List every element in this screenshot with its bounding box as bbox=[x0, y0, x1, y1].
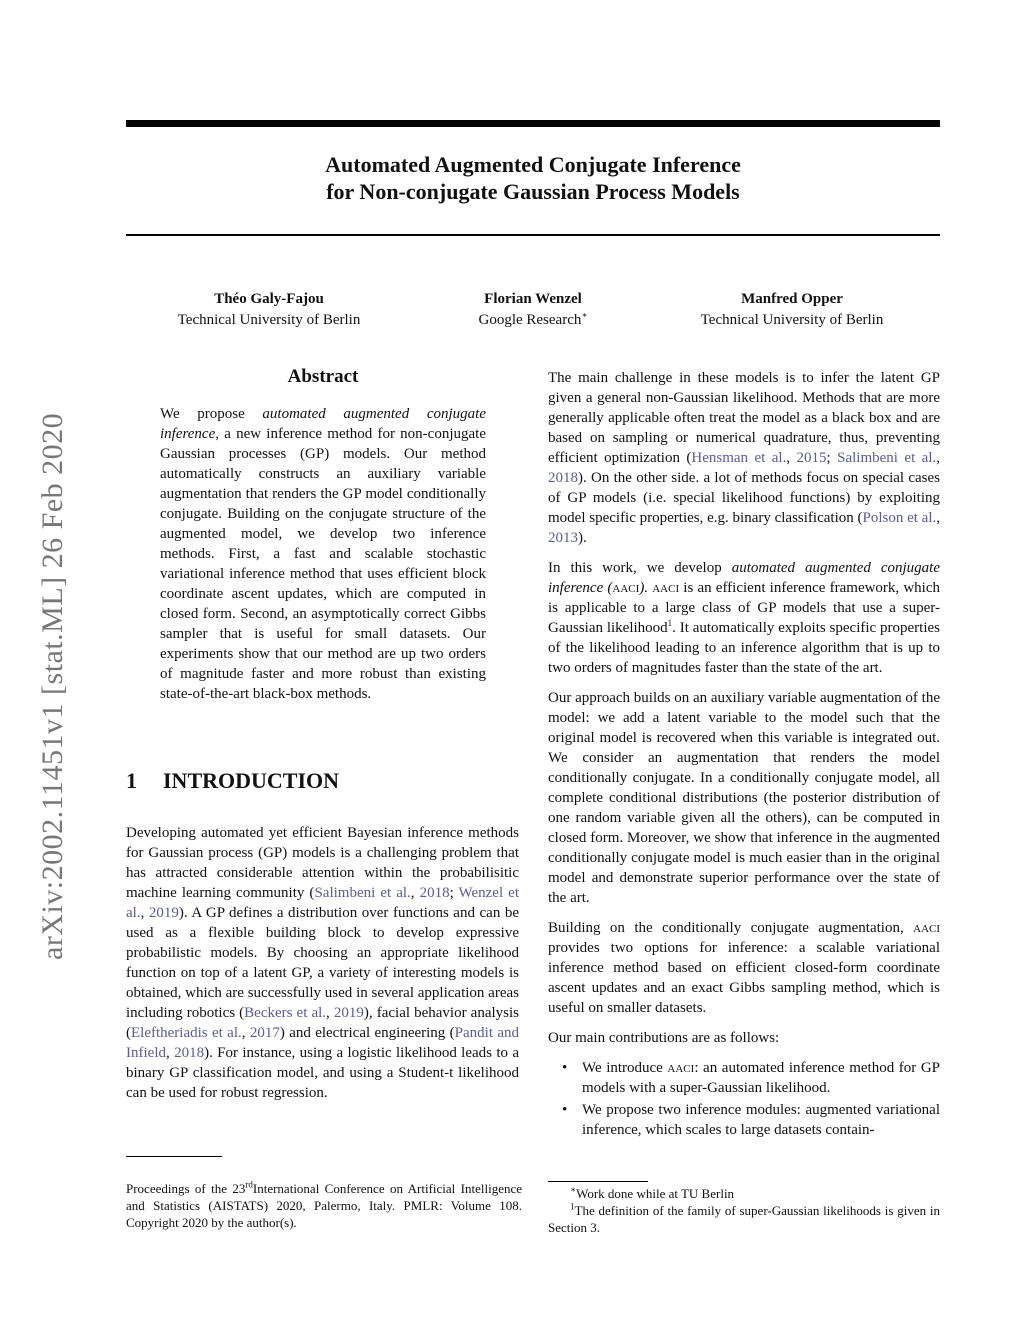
abstract-term: automated augmented conjugate inference bbox=[160, 406, 487, 442]
author-name: Manfred Opper bbox=[741, 291, 843, 307]
footnote: $^1$The definition of the family of super-Gaussian likelihoods is given in Section 3. bbox=[548, 1201, 940, 1235]
citation-link[interactable]: 2015 bbox=[796, 450, 827, 466]
author-affiliation: Google Research∗ bbox=[478, 310, 588, 328]
author-affiliation: Technical University of Berlin bbox=[700, 312, 884, 328]
top-rule bbox=[126, 120, 940, 127]
section-title-text: INTRODUCTION bbox=[163, 768, 340, 793]
citation-link[interactable]: Wenzel et al. bbox=[126, 885, 520, 921]
citation-link[interactable]: Eleftheriadis et al. bbox=[131, 1025, 242, 1041]
proceedings-footnote: Proceedings of the 23rdInternational Conference on Artificial Intelligence and Statistics (AISTATS) 2020, Palermo, Italy. PMLR: Volume 108. Copyright 2020 by the author(s). bbox=[126, 1179, 522, 1230]
citation-link[interactable]: 2018 bbox=[174, 1045, 205, 1061]
citation-link[interactable]: Beckers et al. bbox=[244, 1005, 327, 1021]
citation-link[interactable]: 2019 bbox=[148, 905, 179, 921]
citation-link[interactable]: 2018 bbox=[548, 470, 578, 486]
list-item: • We propose two inference modules: augmented variational inference, which scales to large datasets contain- bbox=[562, 1102, 940, 1138]
introduction-paragraph: Developing automated yet efficient Bayesian inference methods for Gaussian process (GP) models is a challenging problem that has attracted considerable attention within the probabilisitic machine learning community (Salimbeni et al., 2018; Wenzel et al., 2019). A GP defines a distribution over functions and can be used as a flexible building block to develop expressive probabilistic models. By choosing an appropriate likelihood function on top of a latent GP, a variety of interesting models is obtained, which are successfully used in several application areas including robotics (Beckers et al., 2019), facial behavior analysis (Eleftheriadis et al., 2017) and electrical engineering (Pandit and Infield, 2018). For instance, using a logistic likelihood leads to a binary GP classification model, and using a Student-t likelihood can be used for robust regression. bbox=[126, 825, 520, 1101]
paragraph: In this work, we develop automated augmented conjugate inference (aaci). aaci is an efficient inference framework, which is applicable to a large class of GP models that use a super-Gaussian likelihood$^1$. It automatically exploits specific properties of the likelihood leading to an inference algorithm that is up to two orders of magnitudes faster than the state of the art. bbox=[548, 560, 941, 676]
author-affiliation: Technical University of Berlin bbox=[177, 312, 361, 328]
list-item: • We introduce aaci: an automated inference method for GP models with a super-Gaussian likelihood. bbox=[562, 1060, 941, 1096]
paragraph: Our main contributions are as follows: bbox=[548, 1030, 780, 1046]
right-column bbox=[548, 368, 940, 1142]
title-line-1: Automated Augmented Conjugate Inference bbox=[325, 152, 741, 177]
citation-link[interactable]: 2018 bbox=[419, 885, 450, 901]
author-2 bbox=[398, 289, 668, 331]
paragraph: The main challenge in these models is to infer the latent GP given a general non-Gaussian likelihood. Methods that are more generally applicable often treat the model as a black box and are based on sampling or numerical quadrature, thus, preventing efficient optimization (Hensman et al., 2015; Salimbeni et al., 2018). On the other side. a lot of methods focus on special cases of GP models (i.e. special likelihood functions) by exploiting model specific properties, e.g. binary classification (Polson et al., 2013). bbox=[548, 370, 940, 546]
footnote: ∗Work done while at TU Berlin bbox=[570, 1184, 735, 1201]
author-footnote-mark: ∗ bbox=[581, 310, 588, 320]
citation-link[interactable]: Salimbeni et al. bbox=[837, 450, 937, 466]
footnote-rule-left bbox=[126, 1156, 222, 1157]
author-3 bbox=[657, 289, 927, 331]
author-1 bbox=[134, 289, 404, 331]
contributions-list bbox=[548, 1058, 940, 1140]
section-number: 1 bbox=[126, 768, 137, 793]
citation-link[interactable]: Salimbeni et al. bbox=[314, 885, 411, 901]
footnote-rule-right bbox=[548, 1181, 648, 1182]
citation-link[interactable]: 2017 bbox=[249, 1025, 280, 1041]
bullet-icon: • bbox=[562, 1060, 568, 1076]
title-line-2: for Non-conjugate Gaussian Process Models bbox=[326, 179, 740, 204]
footnotes-right bbox=[548, 1185, 940, 1236]
footnote-ref[interactable]: 1 bbox=[667, 618, 673, 628]
abstract-heading: Abstract bbox=[287, 366, 359, 387]
title-rule bbox=[126, 234, 940, 236]
author-name: Théo Galy-Fajou bbox=[214, 291, 324, 307]
citation-link[interactable]: 2019 bbox=[333, 1005, 364, 1021]
citation-link[interactable]: 2013 bbox=[548, 530, 578, 546]
paper-title bbox=[126, 151, 940, 205]
bullet-icon: • bbox=[562, 1102, 568, 1118]
paragraph: Our approach builds on an auxiliary variable augmentation of the model: we add a latent variable to the model such that the original model is recovered when this variable is integrated out. We consider an augmentation that renders the model conditionally conjugate. In a conditionally conjugate model, all complete conditional distributions (the posterior distribution of one random variable given all the others), can be computed in closed form. Moreover, we show that inference in the augmented conditionally conjugate model is much easier than in the original model and demonstrate superior performance over the state of the art. bbox=[548, 690, 940, 906]
arxiv-identifier: arXiv:2002.11451v1 [stat.ML] 26 Feb 2020 bbox=[36, 412, 69, 960]
citation-link[interactable]: Polson et al. bbox=[862, 510, 937, 526]
paragraph: Building on the conditionally conjugate augmentation, aaci provides two options for inference: a scalable variational inference method based on efficient closed-form coordinate ascent updates and an exact Gibbs sampling method, which is useful on smaller datasets. bbox=[548, 920, 941, 1016]
citation-link[interactable]: Pandit and Infield bbox=[126, 1025, 519, 1061]
abstract-body: We propose automated augmented conjugate inference, a new inference method for non-conjugate Gaussian processes (GP) models. Our method automatically constructs an auxiliary variable augmentation that renders the GP model conditionally conjugate. Building on the conjugate structure of the augmented model, we develop two inference methods. First, a fast and scalable stochastic variational inference method that uses efficient block coordinate ascent updates, which are computed in closed form. Second, an asymptotically correct Gibbs sampler that is useful for small datasets. Our experiments show that our method are up two orders of magnitude faster and more robust than existing state-of-the-art black-box methods. bbox=[160, 406, 487, 702]
author-name: Florian Wenzel bbox=[484, 291, 582, 307]
citation-link[interactable]: Hensman et al. bbox=[691, 450, 787, 466]
section-heading-introduction bbox=[126, 768, 526, 794]
